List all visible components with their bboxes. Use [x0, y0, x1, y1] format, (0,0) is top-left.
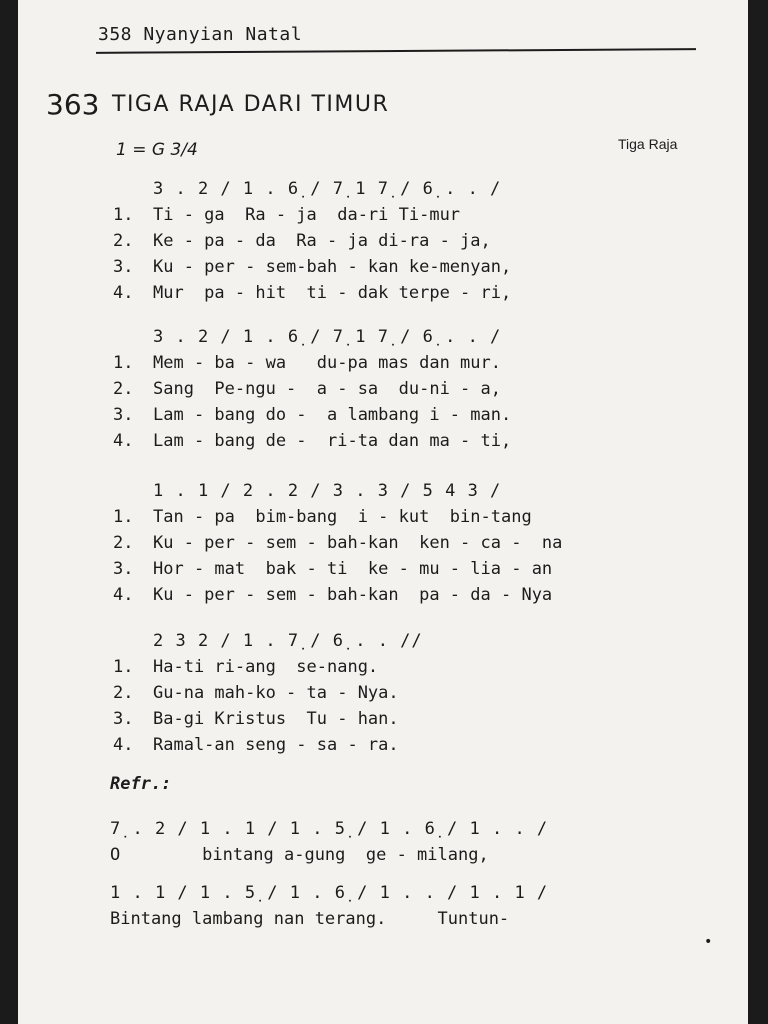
verse-lyrics: Mur pa - hit ti - dak terpe - ri,	[153, 283, 512, 303]
notation-line: 3 . 2 / 1 . 6̣ / 7̣ 1 7̣ / 6̣ . . /	[153, 179, 502, 199]
verse-number: 4.	[113, 283, 134, 303]
verse-line	[113, 680, 423, 706]
verse-number: 3.	[113, 559, 134, 579]
header-rule	[96, 48, 696, 54]
song-number: 363	[46, 88, 100, 121]
verse-number: 3.	[113, 709, 134, 729]
verse-line	[113, 202, 511, 228]
verse-line	[113, 556, 562, 582]
verse-line	[113, 732, 423, 758]
verse-number: 1.	[113, 657, 134, 677]
verse-lyrics: Lam - bang do - a lambang i - man.	[153, 405, 512, 425]
verse-lyrics: Ba-gi Kristus Tu - han.	[153, 709, 399, 729]
hymn-page	[18, 0, 748, 1024]
notation-line: 7̣ . 2 / 1 . 1 / 1 . 5̣ / 1 . 6̣ / 1 . . /	[110, 819, 549, 839]
continuation-mark: •	[704, 934, 713, 950]
verse-lyrics: Ku - per - sem - bah-kan ken - ca - na	[153, 533, 563, 553]
verse-lyrics: Ramal-an seng - sa - ra.	[153, 735, 399, 755]
refrain-label: Refr.:	[110, 774, 172, 794]
verse-number: 4.	[113, 735, 134, 755]
verse-line	[113, 706, 423, 732]
verse-line	[113, 280, 511, 306]
verse-line	[113, 376, 511, 402]
verse-number: 2.	[113, 379, 134, 399]
verse-lyrics: Hor - mat bak - ti ke - mu - lia - an	[153, 559, 553, 579]
verse-lyrics: Ku - per - sem - bah-kan pa - da - Nya	[153, 585, 553, 605]
verse-number: 1.	[113, 507, 134, 527]
notation-line: 1 . 1 / 2 . 2 / 3 . 3 / 5 4 3 /	[153, 481, 502, 501]
notation-line: 1 . 1 / 1 . 5̣ / 1 . 6̣ / 1 . . / 1 . 1 /	[110, 883, 549, 903]
verse-number: 1.	[113, 353, 134, 373]
verse-line	[113, 350, 511, 376]
verse-lyrics: Gu-na mah-ko - ta - Nya.	[153, 683, 399, 703]
verse-number: 4.	[113, 431, 134, 451]
verse-lyrics: Ku - per - sem-bah - kan ke-menyan,	[153, 257, 512, 277]
refrain-lyrics: O bintang a-gung ge - milang,	[110, 845, 489, 865]
verse-line	[113, 530, 562, 556]
verse-number: 2.	[113, 533, 134, 553]
verse-line	[113, 654, 423, 680]
song-title: TIGA RAJA DARI TIMUR	[112, 92, 390, 117]
verse-line	[113, 402, 511, 428]
verse-number: 1.	[113, 205, 134, 225]
verse-lyrics: Tan - pa bim-bang i - kut bin-tang	[153, 507, 532, 527]
verse-number: 2.	[113, 231, 134, 251]
refrain-lyrics: Bintang lambang nan terang. Tuntun-	[110, 909, 510, 929]
verse-lyrics: Sang Pe-ngu - a - sa du-ni - a,	[153, 379, 501, 399]
refrain-line-1	[110, 816, 548, 868]
verse-line	[113, 504, 562, 530]
verse-number: 2.	[113, 683, 134, 703]
verse-lyrics: Mem - ba - wa du-pa mas dan mur.	[153, 353, 501, 373]
key-signature: 1 = G 3/4	[116, 140, 198, 160]
verse-line	[113, 582, 562, 608]
verse-lyrics: Ha-ti ri-ang se-nang.	[153, 657, 379, 677]
verse-lyrics: Ti - ga Ra - ja da-ri Ti-mur	[153, 205, 461, 225]
stanza-3	[113, 478, 562, 608]
verse-lyrics: Lam - bang de - ri-ta dan ma - ti,	[153, 431, 512, 451]
verse-line	[113, 254, 511, 280]
verse-number: 3.	[113, 257, 134, 277]
verse-number: 4.	[113, 585, 134, 605]
verse-line	[113, 428, 511, 454]
tune-name: Tiga Raja	[618, 136, 678, 152]
refrain-line-2	[110, 880, 548, 932]
verse-lyrics: Ke - pa - da Ra - ja di-ra - ja,	[153, 231, 491, 251]
notation-line: 3 . 2 / 1 . 6̣ / 7̣ 1 7̣ / 6̣ . . /	[153, 327, 502, 347]
verse-line	[113, 228, 511, 254]
notation-line: 2 3 2 / 1 . 7̣ / 6̣ . . //	[153, 631, 423, 651]
page-header: 358 Nyanyian Natal	[98, 24, 303, 45]
stanza-2	[113, 324, 511, 454]
verse-number: 3.	[113, 405, 134, 425]
stanza-4	[113, 628, 423, 758]
stanza-1	[113, 176, 511, 306]
